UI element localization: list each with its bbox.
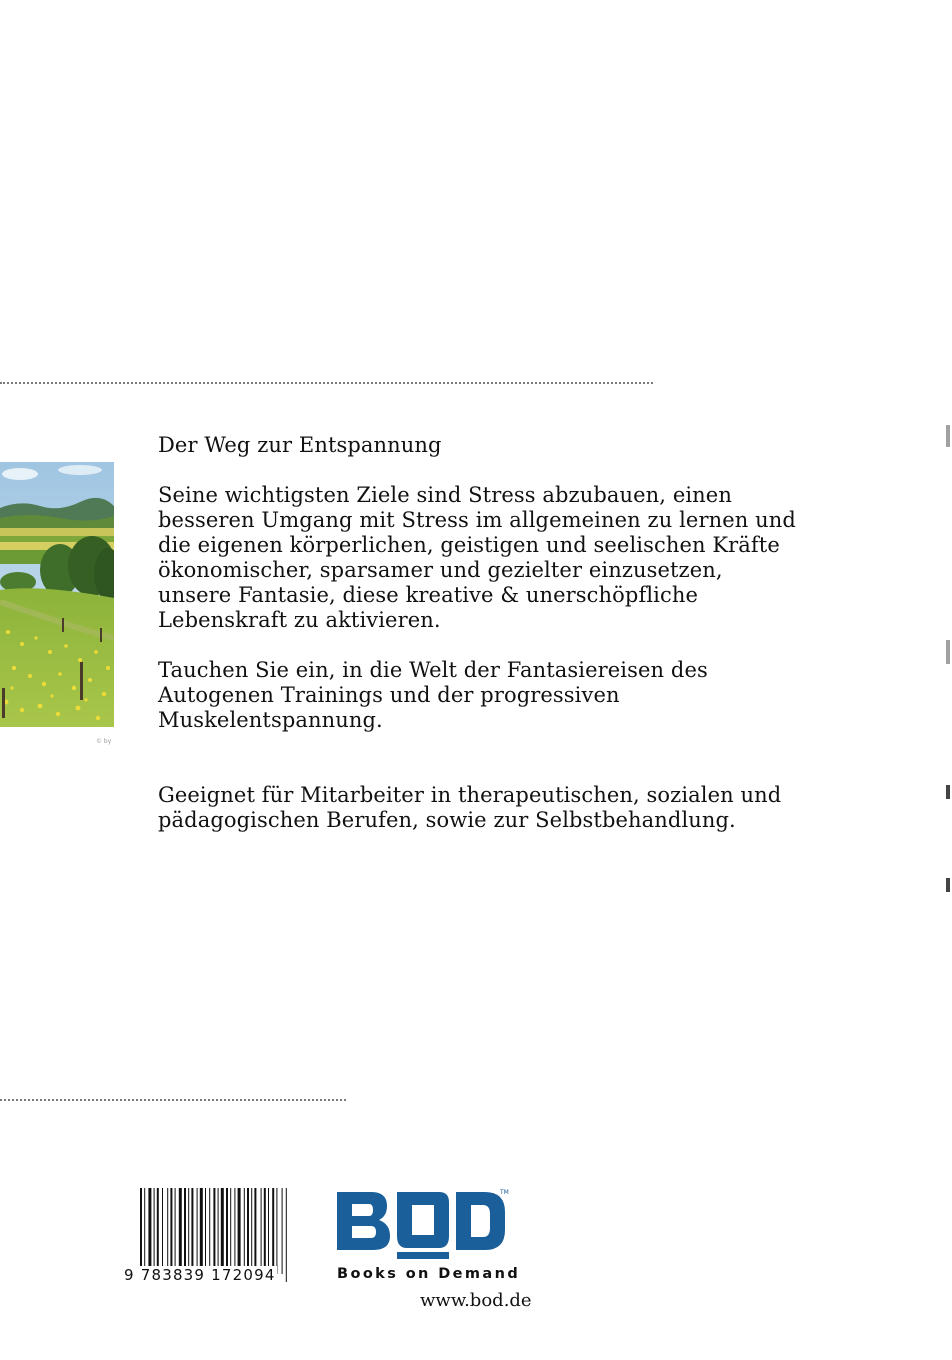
barcode-bar (282, 1188, 283, 1274)
spine-edge-mark (946, 425, 950, 447)
dotted-divider-top (0, 382, 653, 384)
barcode-bar (247, 1188, 249, 1274)
barcode-bar (264, 1188, 266, 1274)
blurb-heading: Der Weg zur Entspannung (158, 433, 442, 457)
barcode-bar (230, 1188, 231, 1274)
barcode-bar (167, 1188, 168, 1274)
barcode-bar (200, 1188, 203, 1274)
landscape-photo (0, 462, 114, 727)
trademark-symbol: TM (500, 1189, 509, 1196)
bod-url[interactable]: www.bod.de (420, 1290, 532, 1311)
barcode-bar (154, 1188, 155, 1274)
blurb (158, 433, 798, 833)
barcode-bar (244, 1188, 245, 1274)
barcode-bar (209, 1188, 210, 1274)
barcode-bar (175, 1188, 176, 1274)
barcode-bar (184, 1188, 186, 1274)
barcode-bar (272, 1188, 274, 1274)
barcode-bar (286, 1188, 287, 1282)
barcode-bar (234, 1188, 235, 1274)
barcode-bar (157, 1188, 159, 1274)
barcode-bar (170, 1188, 172, 1274)
barcode-bar (226, 1188, 228, 1274)
barcode-bar (197, 1188, 198, 1274)
blurb-paragraph-3: Geeignet für Mitarbeiter in therapeutischen, sozialen und pädagogischen Berufen, sowie zur Selbstbehandlung. (158, 783, 782, 832)
photo-credit: © by (96, 738, 112, 745)
barcode-bar (276, 1188, 277, 1274)
isbn-digits: 9 783839 172094 (124, 1266, 276, 1284)
barcode-bar (162, 1188, 163, 1274)
barcode-bar (251, 1188, 252, 1274)
barcode-bar (205, 1188, 206, 1274)
bod-tagline: Books on Demand (337, 1266, 521, 1282)
barcode-bar (148, 1188, 151, 1274)
barcode-bar (188, 1188, 189, 1274)
blurb-paragraph-1: Seine wichtigsten Ziele sind Stress abzubauen, einen besseren Umgang mit Stress im allgemeinen zu lernen und die eigenen körperlichen, geistigen und seelischen Kräfte ökonomischer, sparsamer und gezielter einzusetzen, unsere Fantasie, diese kreative & unerschöpfliche Lebenskraft zu aktivieren. (158, 483, 796, 632)
dotted-divider-bottom (0, 1099, 346, 1101)
barcode-bar (254, 1188, 256, 1274)
barcode-bar (268, 1188, 269, 1274)
barcode-bar (238, 1188, 241, 1274)
bod-logo (335, 1188, 513, 1266)
blurb-paragraph-2: Tauchen Sie ein, in die Welt der Fantasiereisen des Autogenen Trainings und der progressiven Muskelentspannung. (158, 658, 708, 732)
barcode-bar (261, 1188, 262, 1274)
barcode-bar (179, 1188, 182, 1274)
spine-edge-mark (946, 878, 950, 892)
spine-edge-mark (946, 640, 950, 664)
barcode-bar (191, 1188, 193, 1274)
barcode-bar (221, 1188, 224, 1274)
spine-edge-mark (946, 785, 950, 799)
